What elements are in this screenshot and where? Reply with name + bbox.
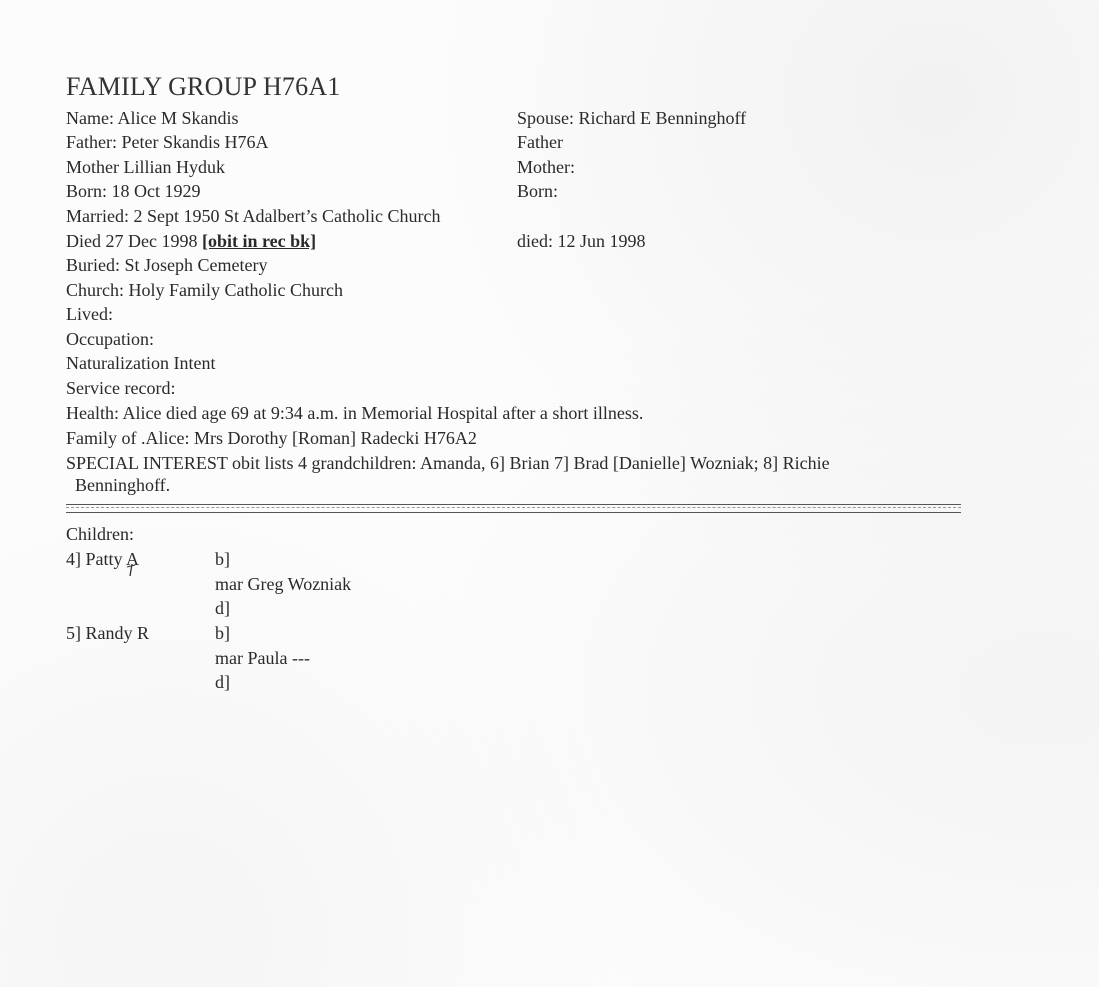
child-married: mar Greg Wozniak: [215, 574, 352, 594]
child-name: 5] Randy R: [66, 623, 149, 643]
children-heading: Children:: [66, 524, 134, 544]
child-died: d]: [215, 672, 230, 692]
child-married: mar Paula ---: [215, 648, 310, 668]
subject-married: Married: 2 Sept 1950 St Adalbert’s Catholic Church: [66, 206, 441, 226]
subject-occupation: Occupation:: [66, 329, 154, 349]
subject-mother: Mother Lillian Hyduk: [66, 157, 225, 177]
handwritten-correction-mark: [126, 560, 136, 578]
subject-naturalization: Naturalization Intent: [66, 353, 216, 373]
child-born: b]: [215, 549, 230, 569]
spouse-father: Father: [517, 132, 563, 152]
subject-lived: Lived:: [66, 304, 113, 324]
special-interest-line-2: Benninghoff.: [75, 475, 171, 495]
spouse-name: Spouse: Richard E Benninghoff: [517, 108, 747, 128]
page-title: FAMILY GROUP H76A1: [66, 72, 341, 101]
subject-church: Church: Holy Family Catholic Church: [66, 280, 343, 300]
subject-name: Name: Alice M Skandis: [66, 108, 239, 128]
subject-died-text: Died 27 Dec 1998: [66, 231, 202, 251]
subject-born: Born: 18 Oct 1929: [66, 181, 201, 201]
child-born: b]: [215, 623, 230, 643]
spouse-died: died: 12 Jun 1998: [517, 231, 646, 251]
subject-service-record: Service record:: [66, 378, 176, 398]
spouse-mother: Mother:: [517, 157, 575, 177]
section-separator: [66, 504, 961, 513]
special-interest-line-1: SPECIAL INTEREST obit lists 4 grandchildren: Amanda, 6] Brian 7] Brad [Danielle] Wozniak; 8] Richie: [66, 453, 830, 473]
subject-health: Health: Alice died age 69 at 9:34 a.m. in Memorial Hospital after a short illness.: [66, 403, 644, 423]
subject-father: Father: Peter Skandis H76A: [66, 132, 269, 152]
child-name: 4] Patty A: [66, 549, 140, 569]
obit-link[interactable]: [obit in rec bk]: [201, 231, 317, 251]
child-died: d]: [215, 598, 230, 618]
subject-buried: Buried: St Joseph Cemetery: [66, 255, 268, 275]
spouse-born: Born:: [517, 181, 559, 201]
subject-died: [66, 230, 326, 252]
subject-family-of: Family of .Alice: Mrs Dorothy [Roman] Radecki H76A2: [66, 428, 477, 448]
